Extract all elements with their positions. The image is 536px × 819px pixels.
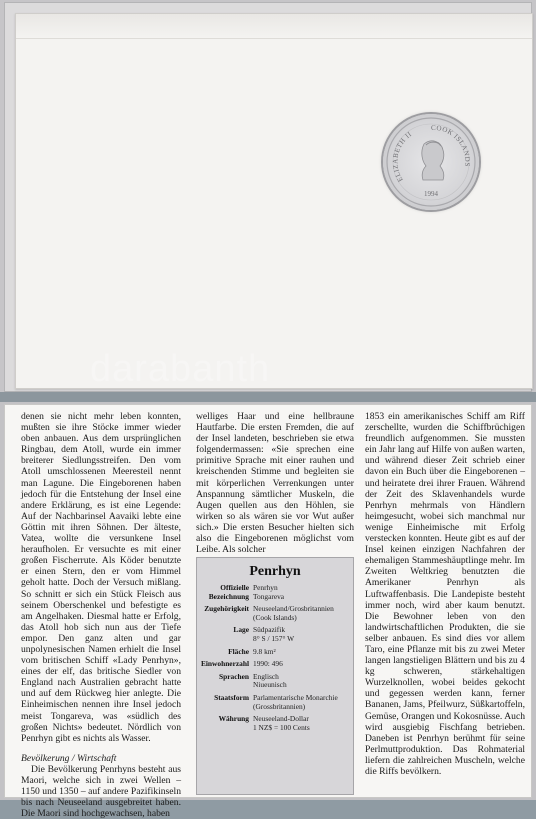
column-1-paragraph-2: Die Bevölkerung Penrhyns besteht aus Maori, welche sich in zwei Wellen – 1150 und 1350 – auf andere Pazifikinseln bis nach Neuseeland ausgebreitet haben. Die Maori sind hochgewachsen, haben [21, 763, 181, 819]
text-column-2 [196, 411, 354, 555]
fact-key: Einwohnerzahl [200, 659, 249, 669]
fact-value: Neuseeland/Grosbritannien (Cook Islands) [253, 604, 334, 622]
fact-key: Staatsform [214, 692, 249, 702]
fact-key: Offizielle Bezeichnung [208, 583, 249, 601]
fact-row [197, 648, 353, 657]
fact-value: 1990: 496 [253, 659, 283, 669]
folder-fold-gap [0, 392, 536, 402]
fact-row [197, 715, 353, 732]
fact-key: Sprachen [219, 671, 249, 681]
column-2-paragraph: welliges Haar und eine hellbraune Hautfarbe. Die ersten Fremden, die auf der Insel landeten, beschrieben sie etwa folgendermassen: «Sie sprechen eine primitive Sprache mit einer rauhen und kreischenden Stimme und begleiten sie mit körperlichen Verrenkungen unter Anspannung sämtlicher Muskeln, die Augen quellen aus den Höhlen, sie wirken so als wären sie vor Wut außer sich.» Die ersten Besucher hielten sich also die Eingeborenen möglichst vom Leibe. Als solcher [196, 411, 354, 556]
folder-top-panel [0, 0, 536, 400]
coin-year: 1994 [424, 190, 438, 198]
fact-row [197, 673, 353, 690]
text-column-3 [365, 411, 525, 777]
fact-key: Währung [218, 714, 249, 724]
envelope-flap [16, 14, 532, 39]
fact-value: Parlamentarische Monarchie (Grossbritannien) [253, 692, 338, 711]
coin-legend-right: COOK ISLANDS [430, 123, 472, 168]
coin [383, 114, 479, 210]
coin-face-icon [383, 114, 479, 210]
folder-bottom-panel [0, 402, 536, 819]
coin-legend-left: ELIZABETH II [391, 130, 414, 184]
fact-row [197, 584, 353, 601]
fact-value: 9.8 km² [253, 646, 276, 656]
fact-value: Neuseeland-Dollar 1 NZ$ = 100 Cents [253, 714, 310, 732]
column-1-paragraph: denen sie nicht mehr leben konnten, mußten sie ihre Stöcke immer wieder oben anbauen. Aus dem ursprünglichen Ringbau, dem Atoll, wurde ein immer breiterer Siedlungsstreifen. Den vom Atoll umschlossenen Meeresteil nennt man Lagune. Die Eingeborenen haben jedoch für die Entstehung der Insel eine andere Erklärung, es ist eine Legende: Auf der Nachbarinsel Aavaiki lebte eine Göttin mit ihren Söhnen. Der älteste, Vatea, wollte die versunkene Insel heraufholen. Er versuchte es mit einer großen Fischerrute. Als Köder benutzte er einen Stern, den er vom Himmel geholt hatte. Doch der Versuch mißlang. So schnitt er sich ein Stück Fleisch aus seinem Oberschenkel und befestigte es am Angelhaken. Diesmal hatte er Erfolg, das Atoll hob sich nun aus der Tiefe empor. Den ganz alten und gar unpolynesischen Namen erhielt die Insel vom britischen Schiff «Lady Penrhyn», eines der elf, das britische Siedler von England nach Australien gebracht hatte und auf dem Rückweg hier anlegte. Die Einheimischen nennen ihre Insel jedoch meist Tongareva, was «südlich des großen Nichts» bedeutet. Nördlich von Penrhyn gibt es nichts als Wasser. [21, 411, 181, 744]
fact-value: Penrhyn Tongareva [253, 583, 285, 601]
section-subheading: Bevölkerung / Wirtschaft [21, 752, 117, 764]
fact-value: Englisch Niueunisch [253, 671, 287, 690]
fact-row [197, 660, 353, 669]
fact-value: Südpazifik 8° S / 157° W [253, 625, 295, 643]
watermark: darabanth [90, 348, 271, 390]
fact-key: Lage [233, 625, 249, 635]
column-3-paragraph: 1853 ein amerikanisches Schiff am Riff zerschellte, wurden die Schiffbrüchigen freundlich aufgenommen. Sie mussten ein Jahr lang auf Hilfe von außen warten, und während dieser Zeit schrieb einer davon ein Buch über die Eingeborenen – und heiratete drei ihrer Frauen. Während der Zeit des Sklavenhandels wurde Penrhyn mehrmals von Händlern heimgesucht, wobei sich manchmal nur wenige Einheimische mit Erfolg verstecken konnten. Heute gibt es auf der Insel keinen einzigen Nachfahren der ehemaligen Stammeshäuptlinge mehr. Im Zweiten Weltkrieg benutzten die Amerikaner Penrhyn als Luftwaffenbasis. Die Landepiste besteht immer noch, wird aber kaum benutzt. Die Bewohner leben von den landwirtschaftlichen Produkten, die sie selber anbauen. Es sind dies vor allem Taro, eine Pflanze mit bis zu zwei Meter langen langstieligen Blättern und bis zu 4 kg schweren, stärkehaltigen Wurzelknollen, wobei beides gekocht und gegessen werden kann, ferner Bananen, Jams, Pfeilwurz, Süßkartoffeln, Gemüse, Orangen und Kokosnüsse. Auch wird ausgiebig Fischfang betrieben. Daneben ist Penrhyn berühmt für seine Perlmuttproduktion. Das Rohmaterial liefern die zahlreichen Muscheln, welche die Riffs bevölkern. [365, 411, 525, 777]
fact-row [197, 626, 353, 643]
fact-box [196, 557, 354, 795]
fact-row [197, 605, 353, 622]
fact-key: Zugehörigkeit [204, 604, 249, 614]
fact-row [197, 694, 353, 711]
text-column-1 [21, 411, 181, 819]
text-insert-card [4, 404, 532, 819]
fact-box-title: Penrhyn [249, 564, 301, 579]
fact-key: Fläche [228, 646, 249, 656]
